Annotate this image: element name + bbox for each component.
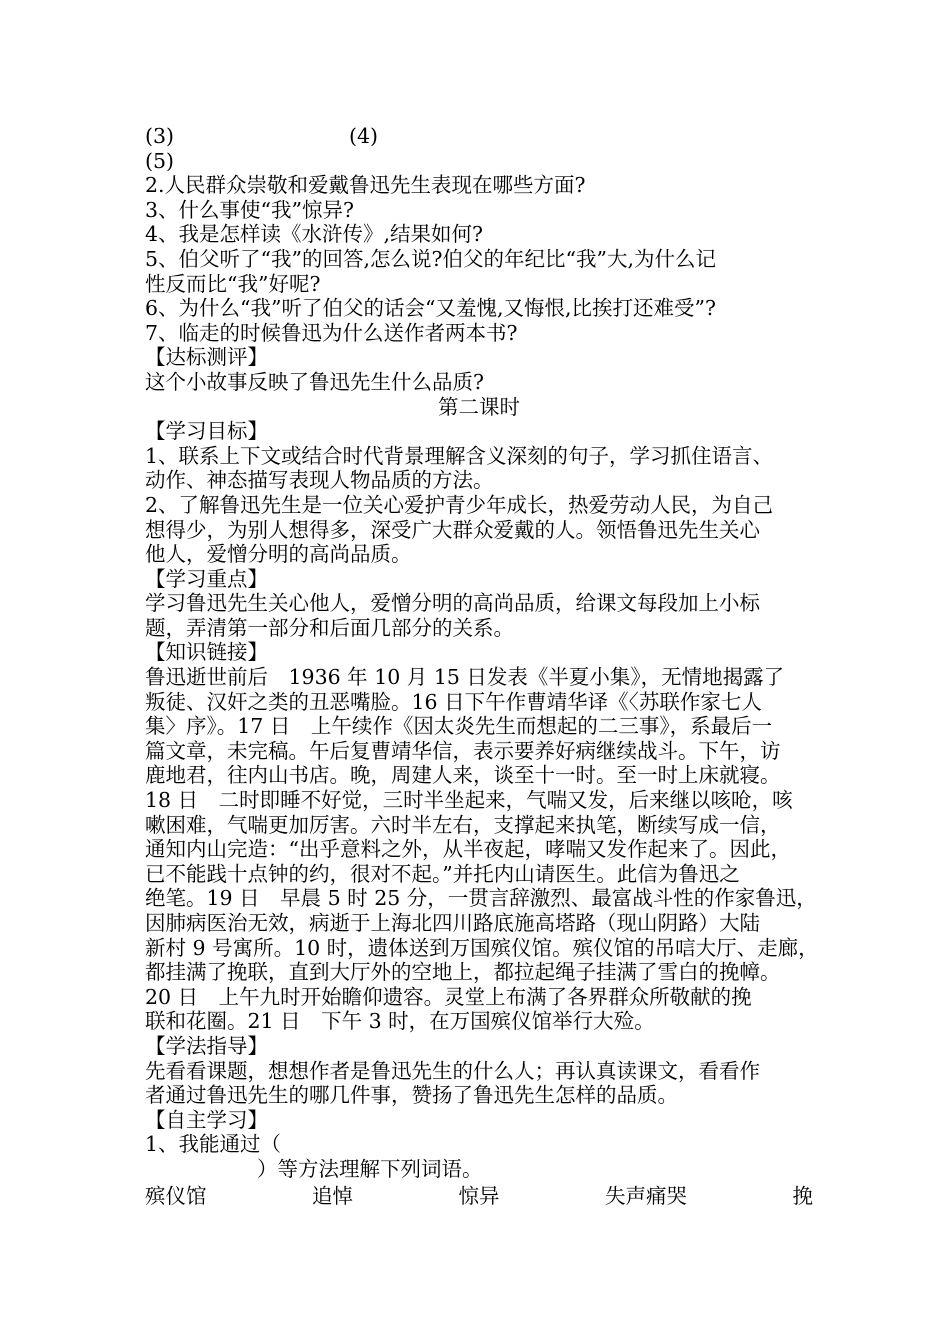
- body-line: 想得少，为别人想得多，深受广大群众爱戴的人。领悟鲁迅先生关心: [145, 517, 760, 542]
- body-line: 18 日 二时即睡不好觉，三时半坐起来，气喘又发，后来继以咳呛，咳: [145, 788, 793, 813]
- question-4: (4): [349, 124, 379, 148]
- question-line: 2.人民群众崇敬和爱戴鲁迅先生表现在哪些方面?: [145, 173, 586, 198]
- vocab-word: 失声痛哭: [605, 1183, 687, 1208]
- question-line: 4、我是怎样读《水浒传》,结果如何?: [145, 222, 484, 247]
- section-heading: 【达标测评】: [145, 345, 268, 370]
- body-line: 鹿地君，往内山书店。晚，周建人来，谈至十一时。至一时上床就寝。: [145, 763, 781, 788]
- body-line: 学习鲁迅先生关心他人，爱憎分明的高尚品质，给课文每段加上小标: [145, 591, 760, 616]
- question-5: (5): [145, 148, 175, 173]
- body-line: 先看看课题，想想作者是鲁迅先生的什么人；再认真读课文，看看作: [145, 1058, 760, 1083]
- body-line: 题，弄清第一部分和后面几部分的关系。: [145, 615, 514, 640]
- body-line: 通知内山完造：“出乎意料之外，从半夜起，哮喘又发作起来了。因此，: [145, 837, 791, 862]
- body-line: 这个小故事反映了鲁迅先生什么品质?: [145, 369, 484, 394]
- body-line: 叛徒、汉奸之类的丑恶嘴脸。16 日下午作曹靖华译《〈苏联作家七人: [145, 689, 762, 714]
- vocab-word: 追悼: [312, 1183, 353, 1208]
- body-line: 2、了解鲁迅先生是一位关心爱护青少年成长，热爱劳动人民，为自己: [145, 492, 774, 517]
- body-line: 嗽困难，气喘更加厉害。六时半左右，支撑起来执笔，断续写成一信，: [145, 812, 781, 837]
- body-line: 都挂满了挽联，直到大厅外的空地上，都拉起绳子挂满了雪白的挽幛。: [145, 960, 781, 985]
- body-line: 绝笔。19 日 早晨 5 时 25 分，一贯言辞激烈、最富战斗性的作家鲁迅，: [145, 886, 817, 911]
- section-heading: 【学习目标】: [145, 419, 268, 444]
- question-line: 6、为什么“我”听了伯父的话会“又羞愧,又悔恨,比挨打还难受”?: [145, 296, 716, 321]
- body-line: 联和花圈。21 日 下午 3 时，在万国殡仪馆举行大殓。: [145, 1009, 655, 1034]
- body-line: 已不能践十点钟的约，很对不起。”并托内山请医生。此信为鲁迅之: [145, 861, 740, 886]
- question-line: 7、临走的时候鲁迅为什么送作者两本书?: [145, 320, 518, 345]
- vocab-word: 惊异: [458, 1183, 500, 1208]
- section-heading: 【知识链接】: [145, 640, 268, 665]
- body-line: 鲁迅逝世前后 1936 年 10 月 15 日发表《半夏小集》，无情地揭露了: [145, 665, 785, 690]
- body-line: 1、联系上下文或结合时代背景理解含义深刻的句子，学习抓住语言、: [145, 443, 774, 468]
- body-line: 集〉序》。17 日 上午续作《因太炎先生而想起的二三事》，系最后一: [145, 714, 773, 739]
- body-line: ）等方法理解下列词语。: [257, 1156, 483, 1181]
- section-heading: 【自主学习】: [145, 1107, 268, 1132]
- lesson-title: 第二课时: [438, 394, 520, 419]
- body-line: 者通过鲁迅先生的哪几件事，赞扬了鲁迅先生怎样的品质。: [145, 1083, 678, 1108]
- document-page: [145, 124, 819, 1208]
- question-line: 5、伯父听了“我”的回答,怎么说?伯父的年纪比“我”大,为什么记: [145, 246, 716, 271]
- body-line: 20 日 上午九时开始瞻仰遗容。灵堂上布满了各界群众所敬献的挽: [145, 984, 752, 1009]
- vocab-word: 殡仪馆: [145, 1183, 207, 1208]
- vocab-word: 挽: [792, 1183, 813, 1208]
- question-numbers-row: [145, 124, 813, 149]
- body-line: 他人，爱憎分明的高尚品质。: [145, 542, 412, 567]
- body-line: 1、我能通过（: [145, 1132, 282, 1157]
- vocabulary-row: [145, 1184, 813, 1209]
- question-3: (3): [145, 124, 175, 148]
- body-line: 新村 9 号寓所。10 时，遗体送到万国殡仪馆。殡仪馆的吊唁大厅、走廊，: [145, 935, 819, 960]
- question-line: 3、什么事使“我”惊异?: [145, 197, 354, 222]
- body-line: 动作、神态描写表现人物品质的方法。: [145, 468, 494, 493]
- body-line: 篇文章，未完稿。午后复曹靖华信，表示要养好病继续战斗。下午，访: [145, 738, 781, 763]
- section-heading: 【学法指导】: [145, 1033, 268, 1058]
- section-heading: 【学习重点】: [145, 566, 268, 591]
- body-line: 因肺病医治无效，病逝于上海北四川路底施高塔路（现山阴路）大陆: [145, 911, 760, 935]
- question-line: 性反而比“我”好呢?: [145, 271, 321, 296]
